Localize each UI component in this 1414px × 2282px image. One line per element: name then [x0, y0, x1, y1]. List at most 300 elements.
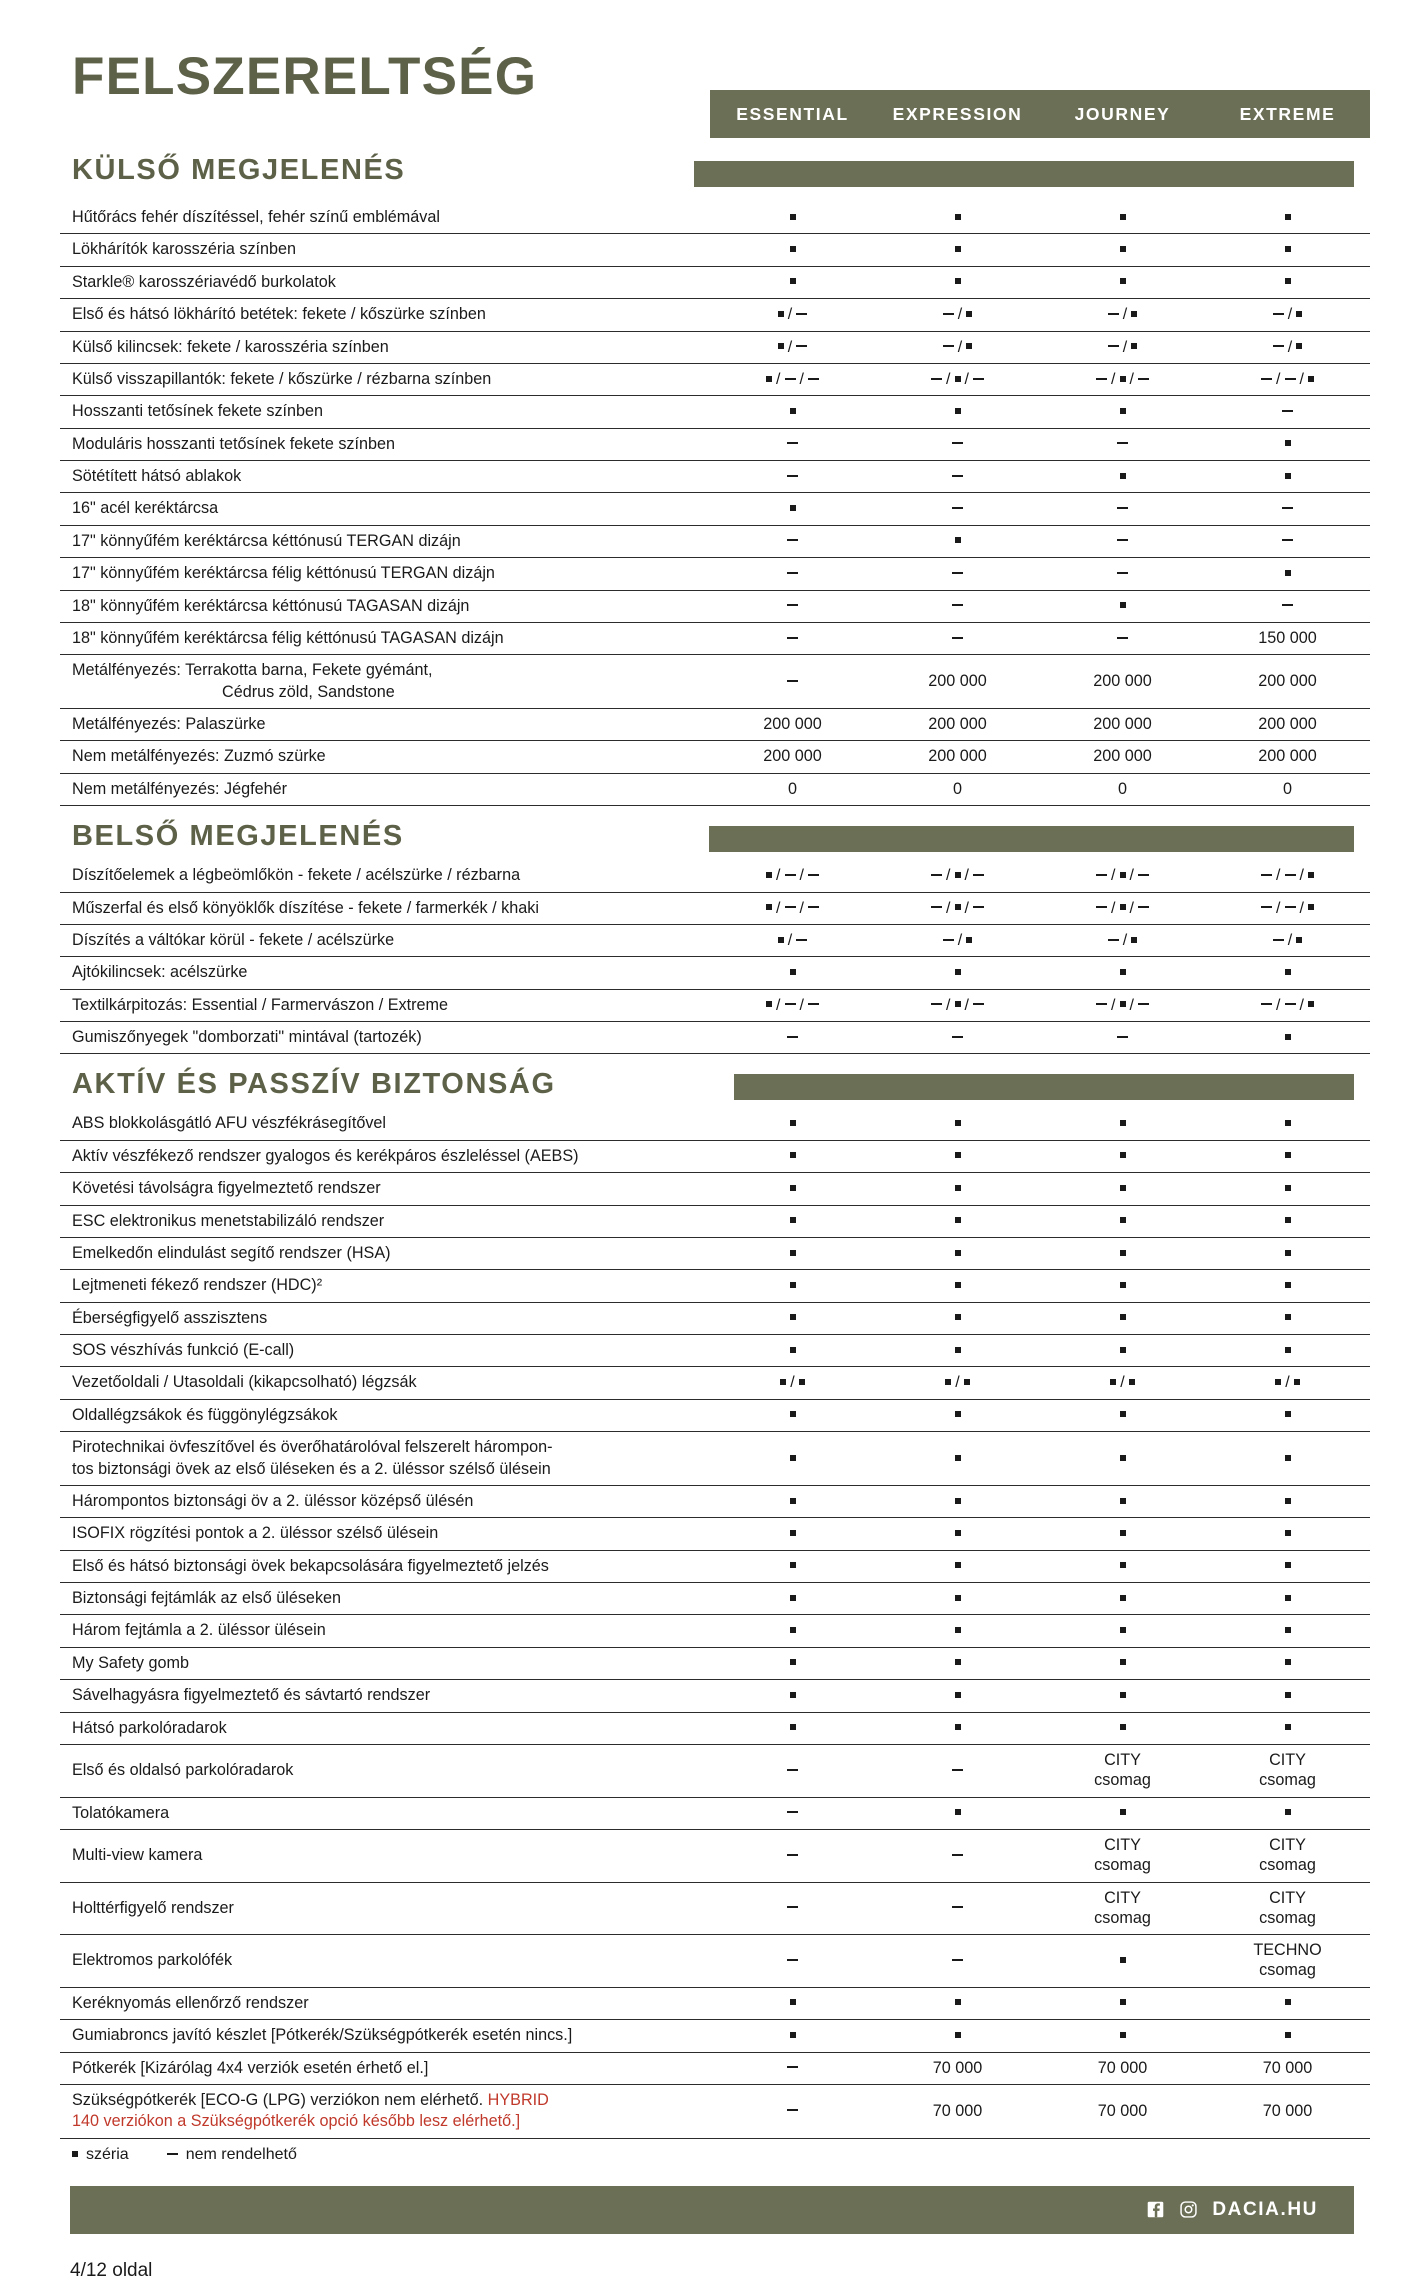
legend-series-label: széria [86, 2145, 129, 2163]
table-row [60, 525, 1370, 557]
dash-icon [1138, 1003, 1149, 1005]
value-cell [710, 1583, 875, 1615]
value-cell [710, 1140, 875, 1172]
price-value: 200 000 [1093, 671, 1152, 690]
value-cell: / [1205, 331, 1370, 363]
feature-label: Első és hátsó lökhárító betétek: fekete / kőszürke színben [60, 299, 710, 331]
table-row [60, 1270, 1370, 1302]
series-dot-icon [790, 246, 796, 252]
dash-icon [952, 1036, 963, 1038]
value-cell [710, 957, 875, 989]
dash-icon [796, 939, 807, 941]
value-cell [875, 1399, 1040, 1431]
series-dot-icon [1120, 1411, 1126, 1417]
value-cell [1040, 1399, 1205, 1431]
dash-icon [785, 1003, 796, 1005]
value-cell [875, 461, 1040, 493]
dash-icon [973, 1003, 984, 1005]
feature-label: Biztonsági fejtámlák az első üléseken [60, 1583, 710, 1615]
series-dot-icon [1285, 214, 1291, 220]
value-cell: / / [1205, 363, 1370, 395]
table-row [60, 655, 1370, 709]
value-cell [1040, 655, 1205, 709]
series-dot-icon [790, 1120, 796, 1126]
value-cell [710, 1022, 875, 1054]
price-value: 0 [952, 779, 962, 798]
table-row [60, 1022, 1370, 1054]
instagram-icon[interactable] [1179, 2200, 1198, 2219]
series-dot-icon [1285, 2032, 1291, 2038]
series-dot-icon [1120, 473, 1126, 479]
series-dot-icon [1285, 1999, 1291, 2005]
feature-label: ESC elektronikus menetstabilizáló rendszer [60, 1205, 710, 1237]
dash-icon [931, 906, 942, 908]
series-dot-icon [790, 1347, 796, 1353]
trim-header-essential: ESSENTIAL [736, 103, 849, 124]
series-dot-icon [955, 1530, 961, 1536]
dash-icon [1282, 539, 1293, 541]
legend-series [72, 2146, 129, 2164]
series-dot-icon [1120, 1562, 1126, 1568]
series-dot-icon [955, 246, 961, 252]
series-dot-icon [966, 937, 972, 943]
table-row [60, 1744, 1370, 1797]
series-dot-icon [790, 278, 796, 284]
dash-icon [973, 378, 984, 380]
value-cell [1205, 1712, 1370, 1744]
value-cell [710, 1205, 875, 1237]
value-cell [1205, 1399, 1370, 1431]
value-cell [710, 1882, 875, 1935]
series-dot-icon [790, 1498, 796, 1504]
table-row [60, 989, 1370, 1021]
value-cell [875, 1744, 1040, 1797]
dash-icon [1285, 1003, 1296, 1005]
value-cell [710, 1712, 875, 1744]
price-value: 0 [787, 779, 797, 798]
value-cell [1205, 1797, 1370, 1829]
value-cell [1040, 1797, 1205, 1829]
series-dot-icon [790, 1314, 796, 1320]
value-cell [710, 396, 875, 428]
value-cell [710, 1173, 875, 1205]
value-cell [875, 1829, 1040, 1882]
feature-label: Keréknyomás ellenőrző rendszer [60, 1987, 710, 2019]
series-dot-icon [1285, 246, 1291, 252]
package-value: CITY csomag [1094, 1888, 1151, 1927]
series-dot-icon [1120, 904, 1126, 910]
value-cell [875, 957, 1040, 989]
dash-icon [952, 507, 963, 509]
series-dot-icon [1120, 1250, 1126, 1256]
series-dot-icon [790, 1659, 796, 1665]
series-dot-icon [790, 1530, 796, 1536]
series-dot-icon [1120, 1999, 1126, 2005]
feature-label: Multi-view kamera [60, 1829, 710, 1882]
value-cell [710, 1935, 875, 1988]
series-dot-icon [766, 872, 772, 878]
series-dot-icon [1120, 1692, 1126, 1698]
feature-label: 17" könnyűfém keréktárcsa félig kéttónusú TERGAN dizájn [60, 558, 710, 590]
value-cell [1040, 622, 1205, 654]
value-cell [875, 709, 1040, 741]
value-cell: / [875, 331, 1040, 363]
series-dot-icon [1285, 1498, 1291, 1504]
package-value: CITY csomag [1094, 1835, 1151, 1875]
series-dot-icon [955, 969, 961, 975]
value-cell [1040, 461, 1205, 493]
price-value: 200 000 [928, 747, 987, 766]
series-dot-icon [964, 1379, 970, 1385]
dash-icon [785, 906, 796, 908]
trim-level-header [710, 90, 1370, 138]
value-cell [1205, 1583, 1370, 1615]
series-dot-icon [1120, 1957, 1126, 1963]
value-cell [875, 1173, 1040, 1205]
series-dot-icon [1131, 937, 1137, 943]
value-cell [1205, 202, 1370, 234]
value-cell [875, 525, 1040, 557]
series-dot-icon [1296, 311, 1302, 317]
dash-icon [952, 1769, 963, 1771]
price-value: 70 000 [1097, 2058, 1148, 2077]
table-row [60, 1797, 1370, 1829]
feature-label: Sávelhagyásra figyelmeztető és sávtartó rendszer [60, 1680, 710, 1712]
value-cell [1040, 1518, 1205, 1550]
value-cell: / / [710, 892, 875, 924]
dash-icon [931, 874, 942, 876]
value-cell [875, 1550, 1040, 1582]
brand-label: DACIA.HU [1212, 2198, 1318, 2220]
value-cell [875, 1022, 1040, 1054]
value-cell [710, 2020, 875, 2052]
value-cell: / / [1040, 892, 1205, 924]
series-dot-icon [1120, 969, 1126, 975]
value-cell [1040, 2020, 1205, 2052]
series-dot-icon [1120, 2032, 1126, 2038]
series-dot-icon [1120, 1498, 1126, 1504]
value-cell [1040, 1237, 1205, 1269]
series-dot-icon [966, 343, 972, 349]
value-cell [1205, 1647, 1370, 1679]
value-cell [1040, 1583, 1205, 1615]
table-row [60, 1935, 1370, 1988]
value-cell [1040, 1744, 1205, 1797]
value-cell [875, 1882, 1040, 1935]
table-row [60, 428, 1370, 460]
series-dot-icon [1129, 1379, 1135, 1385]
dash-icon [787, 1811, 798, 1813]
feature-label: Műszerfal és első könyöklők díszítése - fekete / farmerkék / khaki [60, 892, 710, 924]
table-row [60, 266, 1370, 298]
dash-icon [943, 313, 954, 315]
series-dot-icon [1285, 278, 1291, 284]
feature-label: Holttérfigyelő rendszer [60, 1882, 710, 1935]
package-value: CITY csomag [1259, 1888, 1316, 1927]
dash-icon [1096, 378, 1107, 380]
series-dot-icon [1294, 1379, 1300, 1385]
table-row [60, 2020, 1370, 2052]
series-dot-icon [1285, 1809, 1291, 1815]
series-dot-icon [790, 969, 796, 975]
value-cell [1205, 1173, 1370, 1205]
table-row [60, 461, 1370, 493]
series-dot-icon [1285, 473, 1291, 479]
table-row [60, 1550, 1370, 1582]
value-cell [710, 1335, 875, 1367]
value-cell [875, 1680, 1040, 1712]
table-row [60, 493, 1370, 525]
feature-label: Díszítés a váltókar körül - fekete / acélszürke [60, 924, 710, 956]
dash-icon [1117, 442, 1128, 444]
series-dot-icon [790, 1282, 796, 1288]
value-cell [710, 622, 875, 654]
series-dot-icon [1308, 376, 1314, 382]
series-dot-icon [790, 1627, 796, 1633]
table-row [60, 1987, 1370, 2019]
price-value: 0 [1117, 779, 1127, 798]
table-row [60, 1647, 1370, 1679]
feature-label: Pótkerék [Kizárólag 4x4 verziók esetén érhető el.] [60, 2052, 710, 2084]
feature-label: Textilkárpitozás: Essential / Farmervászon / Extreme [60, 989, 710, 1021]
series-dot-icon [955, 1250, 961, 1256]
feature-label: Sötétített hátsó ablakok [60, 461, 710, 493]
price-value: 200 000 [1258, 715, 1317, 733]
value-cell [1205, 1550, 1370, 1582]
value-cell [1040, 1140, 1205, 1172]
value-cell [710, 1432, 875, 1486]
value-cell [1205, 2052, 1370, 2084]
value-cell [1205, 1882, 1370, 1935]
value-cell: / / [710, 860, 875, 892]
value-cell: / [1205, 299, 1370, 331]
series-dot-icon [955, 1498, 961, 1504]
dash-icon [808, 874, 819, 876]
value-cell [875, 493, 1040, 525]
series-dot-icon [766, 1001, 772, 1007]
series-dot-icon [955, 1659, 961, 1665]
value-cell: / / [875, 363, 1040, 395]
value-cell: / [1205, 924, 1370, 956]
series-dot-icon [790, 214, 796, 220]
price-value: 70 000 [1262, 2058, 1313, 2077]
feature-label: ISOFIX rögzítési pontok a 2. üléssor szélső ülésein [60, 1518, 710, 1550]
dash-icon [796, 313, 807, 315]
value-cell [875, 396, 1040, 428]
package-value: CITY csomag [1259, 1750, 1316, 1790]
section-bar-fill [734, 1074, 1354, 1100]
value-cell [1205, 741, 1370, 773]
value-cell [1040, 1173, 1205, 1205]
table-row [60, 924, 1370, 956]
series-dot-icon [1308, 1001, 1314, 1007]
dash-icon [787, 637, 798, 639]
value-cell [710, 2052, 875, 2084]
series-dot-icon [1285, 969, 1291, 975]
feature-label: Külső visszapillantók: fekete / kőszürke / rézbarna színben [60, 363, 710, 395]
series-dot-icon [1120, 1217, 1126, 1223]
feature-label: Hárompontos biztonsági öv a 2. üléssor középső ülésén [60, 1485, 710, 1517]
dash-icon [952, 1906, 963, 1908]
value-cell [1040, 234, 1205, 266]
value-cell [1205, 1518, 1370, 1550]
table-row [60, 860, 1370, 892]
value-cell [875, 1935, 1040, 1988]
dash-icon [943, 345, 954, 347]
feature-label: Követési távolságra figyelmeztető rendszer [60, 1173, 710, 1205]
value-cell [710, 773, 875, 805]
dash-icon [787, 680, 798, 682]
series-dot-icon [1285, 1314, 1291, 1320]
section-header [60, 816, 1354, 860]
price-value: 70 000 [1097, 2101, 1148, 2120]
section-header-exterior [60, 152, 1354, 192]
value-cell [1205, 1237, 1370, 1269]
value-cell [875, 1237, 1040, 1269]
dash-icon [1261, 378, 1272, 380]
series-dot-icon [1120, 1347, 1126, 1353]
price-value: 200 000 [763, 715, 822, 733]
value-cell: / / [875, 989, 1040, 1021]
series-dot-icon [1285, 1595, 1291, 1601]
series-dot-icon [1308, 904, 1314, 910]
series-dot-icon [1285, 1455, 1291, 1461]
value-cell [1205, 1432, 1370, 1486]
series-dot-icon [955, 278, 961, 284]
value-cell: / / [1205, 892, 1370, 924]
value-cell [710, 234, 875, 266]
series-dot-icon [1120, 214, 1126, 220]
series-dot-icon [790, 1455, 796, 1461]
value-cell [1040, 1022, 1205, 1054]
section-bar-fill [694, 161, 1354, 187]
series-dot-icon [1120, 1659, 1126, 1665]
value-cell [710, 1399, 875, 1431]
table-row [60, 363, 1370, 395]
facebook-icon[interactable] [1146, 2200, 1165, 2219]
value-cell [1040, 2084, 1205, 2138]
series-dot-icon [780, 1379, 786, 1385]
value-cell [1040, 1615, 1205, 1647]
dash-icon [1282, 604, 1293, 606]
dash-icon [1096, 874, 1107, 876]
value-cell [1040, 1829, 1205, 1882]
trim-header-journey: JOURNEY [1074, 103, 1171, 124]
value-cell [1205, 1335, 1370, 1367]
value-cell [710, 1680, 875, 1712]
dash-icon [1138, 378, 1149, 380]
dash-icon [1285, 906, 1296, 908]
value-cell [710, 428, 875, 460]
value-cell [1205, 1987, 1370, 2019]
series-dot-icon [1120, 1314, 1126, 1320]
value-cell [1040, 1108, 1205, 1140]
series-dot-icon [1120, 1152, 1126, 1158]
series-dot-icon [1285, 1120, 1291, 1126]
feature-label: Lökhárítók karosszéria színben [60, 234, 710, 266]
value-cell [710, 1302, 875, 1334]
feature-label: Nem metálfényezés: Jégfehér [60, 773, 710, 805]
value-cell [875, 266, 1040, 298]
value-cell [875, 2020, 1040, 2052]
value-cell [710, 590, 875, 622]
dash-icon [1108, 345, 1119, 347]
dash-icon [931, 1003, 942, 1005]
dash-icon [787, 2066, 798, 2068]
feature-label: 18" könnyűfém keréktárcsa félig kéttónusú TAGASAN dizájn [60, 622, 710, 654]
value-cell: / [710, 1367, 875, 1399]
value-cell: / / [1205, 860, 1370, 892]
table-row [60, 1205, 1370, 1237]
series-dot-icon [1275, 1379, 1281, 1385]
dash-icon [1108, 313, 1119, 315]
dash-icon [973, 906, 984, 908]
dash-icon [1138, 874, 1149, 876]
dash-icon [952, 604, 963, 606]
dash-icon [952, 637, 963, 639]
table-row [60, 1237, 1370, 1269]
value-cell: / / [1040, 363, 1205, 395]
series-dot-icon [1285, 1692, 1291, 1698]
series-dot-icon [790, 1250, 796, 1256]
series-dot-icon [790, 1692, 796, 1698]
feature-label: Külső kilincsek: fekete / karosszéria színben [60, 331, 710, 363]
value-cell [1205, 1205, 1370, 1237]
value-cell [1205, 655, 1370, 709]
value-cell [875, 1485, 1040, 1517]
value-cell [1205, 558, 1370, 590]
series-dot-icon [72, 2151, 78, 2157]
value-cell [875, 558, 1040, 590]
value-cell [1205, 428, 1370, 460]
table-row [60, 2052, 1370, 2084]
table-row [60, 1108, 1370, 1140]
series-dot-icon [966, 311, 972, 317]
series-dot-icon [790, 2032, 796, 2038]
dash-icon [787, 1036, 798, 1038]
value-cell [710, 461, 875, 493]
dash-icon [1261, 874, 1272, 876]
spec-table [60, 860, 1370, 1054]
series-dot-icon [955, 1999, 961, 2005]
value-cell [710, 1987, 875, 2019]
series-dot-icon [790, 1185, 796, 1191]
dash-icon [787, 604, 798, 606]
series-dot-icon [955, 1217, 961, 1223]
series-dot-icon [1120, 1530, 1126, 1536]
series-dot-icon [945, 1379, 951, 1385]
value-cell [1040, 1302, 1205, 1334]
trim-header-expression: EXPRESSION [892, 103, 1023, 124]
feature-label: Éberségfigyelő asszisztens [60, 1302, 710, 1334]
value-cell [1205, 461, 1370, 493]
value-cell [710, 1550, 875, 1582]
value-cell [1205, 1108, 1370, 1140]
series-dot-icon [1120, 408, 1126, 414]
footer-bar [70, 2186, 1354, 2234]
value-cell [710, 1237, 875, 1269]
series-dot-icon [1120, 1595, 1126, 1601]
value-cell [710, 1744, 875, 1797]
feature-label: 16" acél keréktárcsa [60, 493, 710, 525]
table-row [60, 1399, 1370, 1431]
value-cell [875, 1432, 1040, 1486]
value-cell: / / [875, 860, 1040, 892]
value-cell: / [1040, 299, 1205, 331]
series-dot-icon [790, 1217, 796, 1223]
dash-icon [1117, 1036, 1128, 1038]
series-dot-icon [955, 1809, 961, 1815]
